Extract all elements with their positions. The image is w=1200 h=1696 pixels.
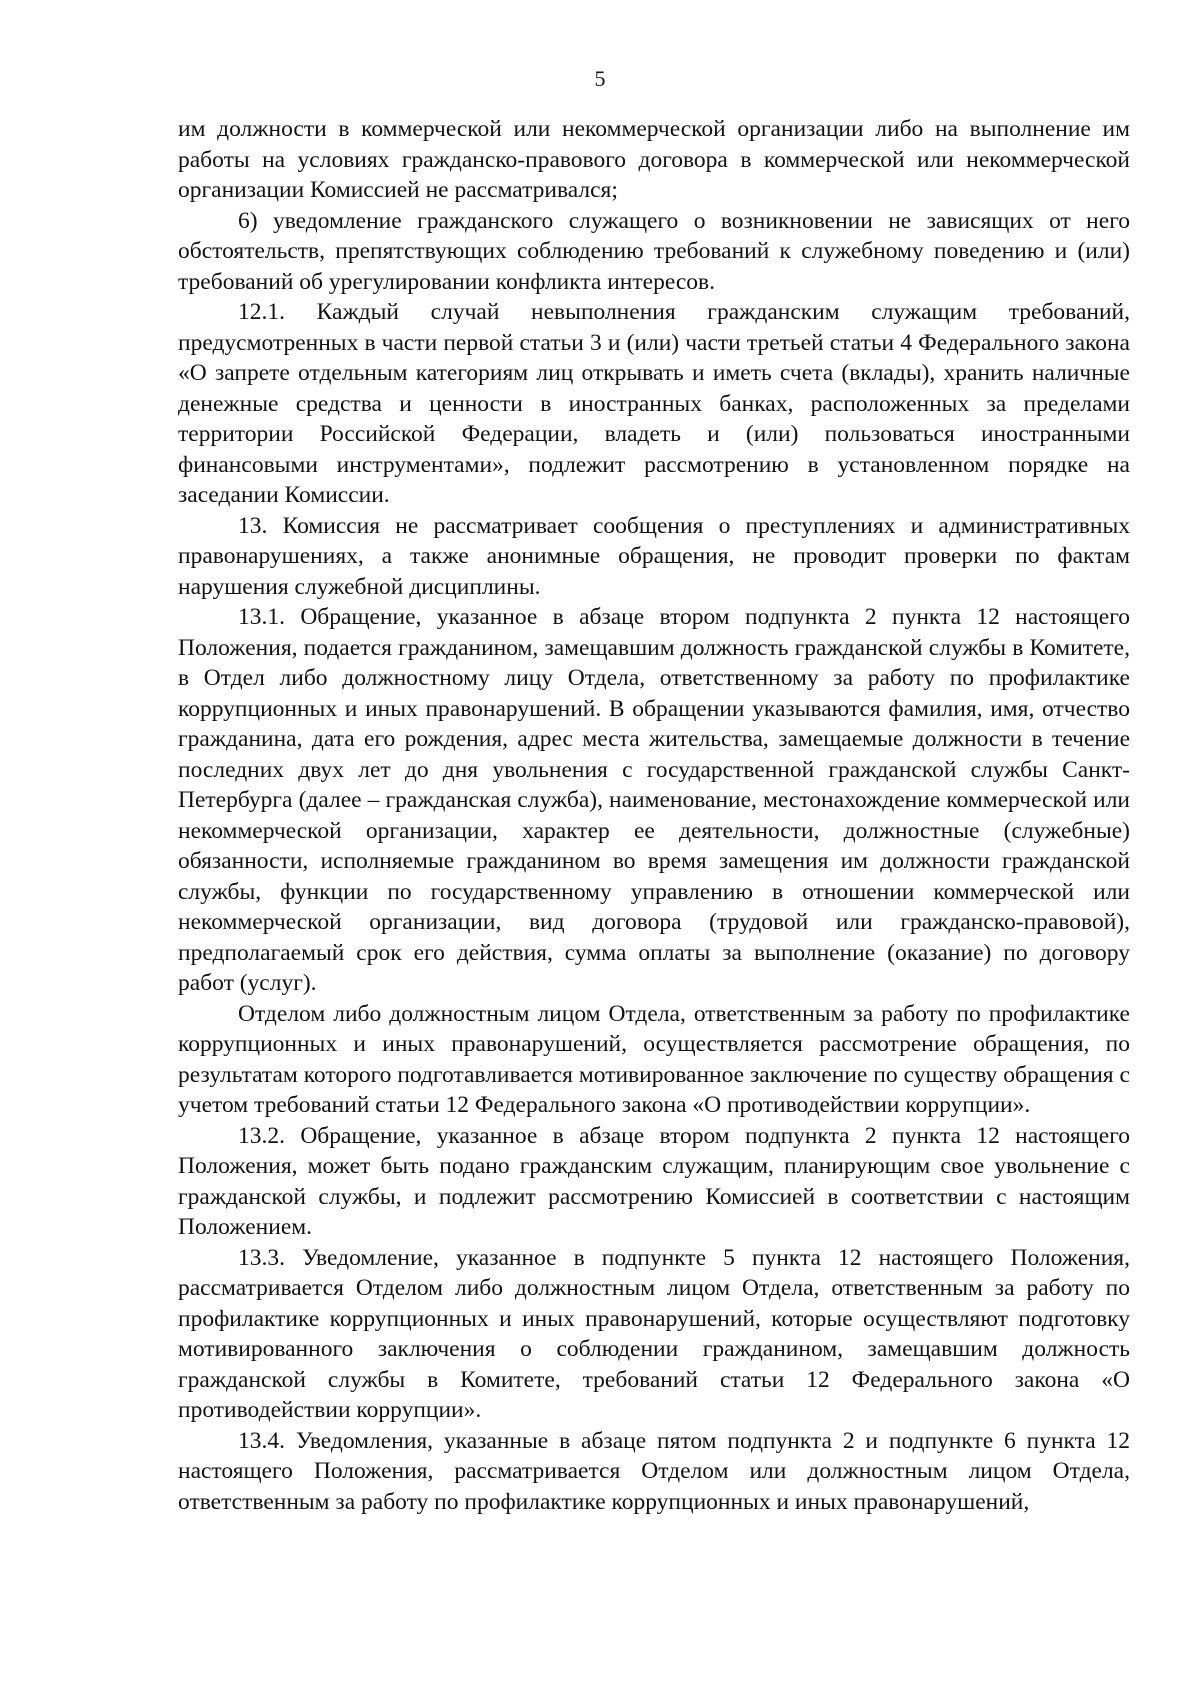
paragraph-item-6: 6) уведомление гражданского служащего о возникновении не зависящих от него обстоятельств, препятствующих соблюдению требований к служебному поведению и (или) требований об урегулировании конфликта интересов. [178,207,1130,295]
paragraph-13-1-continued: Отделом либо должностным лицом Отдела, ответственным за работу по профилактике коррупционных и иных правонарушений, осуществляется рассмотрение обращения, по результатам которого подготавливается мотивированное заключение по существу обращения с учетом требований статьи 12 Федерального закона «О противодействии коррупции». [178,1000,1130,1118]
paragraph-13-2: 13.2. Обращение, указанное в абзаце втором подпункта 2 пункта 12 настоящего Положения, может быть подано гражданским служащим, планирующим свое увольнение с гражданской службы, и подлежит рассмотрению Комиссией в соответствии с настоящим Положением. [178,1122,1130,1240]
paragraph-12-1: 12.1. Каждый случай невыполнения гражданским служащим требований, предусмотренных в части первой статьи 3 и (или) части третьей статьи 4 Федерального закона «О запрете отдельным категориям лиц открывать и иметь счета (вклады), хранить наличные денежные средства и ценности в иностранных банках, расположенных за пределами территории Российской Федерации, владеть и (или) пользоваться иностранными финансовыми инструментами», подлежит рассмотрению в установленном порядке на заседании Комиссии. [178,299,1130,508]
paragraph-13: 13. Комиссия не рассматривает сообщения о преступлениях и административных правонарушениях, а также анонимные обращения, не проводит проверки по фактам нарушения служебной дисциплины. [178,512,1130,600]
paragraph-13-4: 13.4. Уведомления, указанные в абзаце пятом подпункта 2 и подпункте 6 пункта 12 настоящего Положения, рассматривается Отделом или должностным лицом Отдела, ответственным за работу по профилактике коррупционных и иных правонарушений, [178,1427,1130,1515]
paragraph-continuation: им должности в коммерческой или некоммерческой организации либо на выполнение им работы на условиях гражданско-правового договора в коммерческой или некоммерческой организации Комиссией не рассматривался; [178,116,1130,203]
document-body [178,114,1130,1517]
paragraph-13-1: 13.1. Обращение, указанное в абзаце втором подпункта 2 пункта 12 настоящего Положения, подается гражданином, замещавшим должность гражданской службы в Комитете, в Отдел либо должностному лицу Отдела, ответственному за работу по профилактике коррупционных и иных правонарушений. В обращении указываются фамилия, имя, отчество гражданина, дата его рождения, адрес места жительства, замещаемые должности в течение последних двух лет до дня увольнения с государственной гражданской службы Санкт-Петербурга (далее – гражданская служба), наименование, местонахождение коммерческой или некоммерческой организации, характер ее деятельности, должностные (служебные) обязанности, исполняемые гражданином во время замещения им должности гражданской службы, функции по государственному управлению в отношении коммерческой или некоммерческой организации, вид договора (трудовой или гражданско-правовой), предполагаемый срок его действия, сумма оплаты за выполнение (оказание) по договору работ (услуг). [178,604,1130,996]
paragraph-13-3: 13.3. Уведомление, указанное в подпункте 5 пункта 12 настоящего Положения, рассматривается Отделом либо должностным лицом Отдела, ответственным за работу по профилактике коррупционных и иных правонарушений, которые осуществляют подготовку мотивированного заключения о соблюдении гражданином, замещавшим должность гражданской службы в Комитете, требований статьи 12 Федерального закона «О противодействии коррупции». [178,1244,1130,1423]
page-number: 5 [594,66,606,91]
